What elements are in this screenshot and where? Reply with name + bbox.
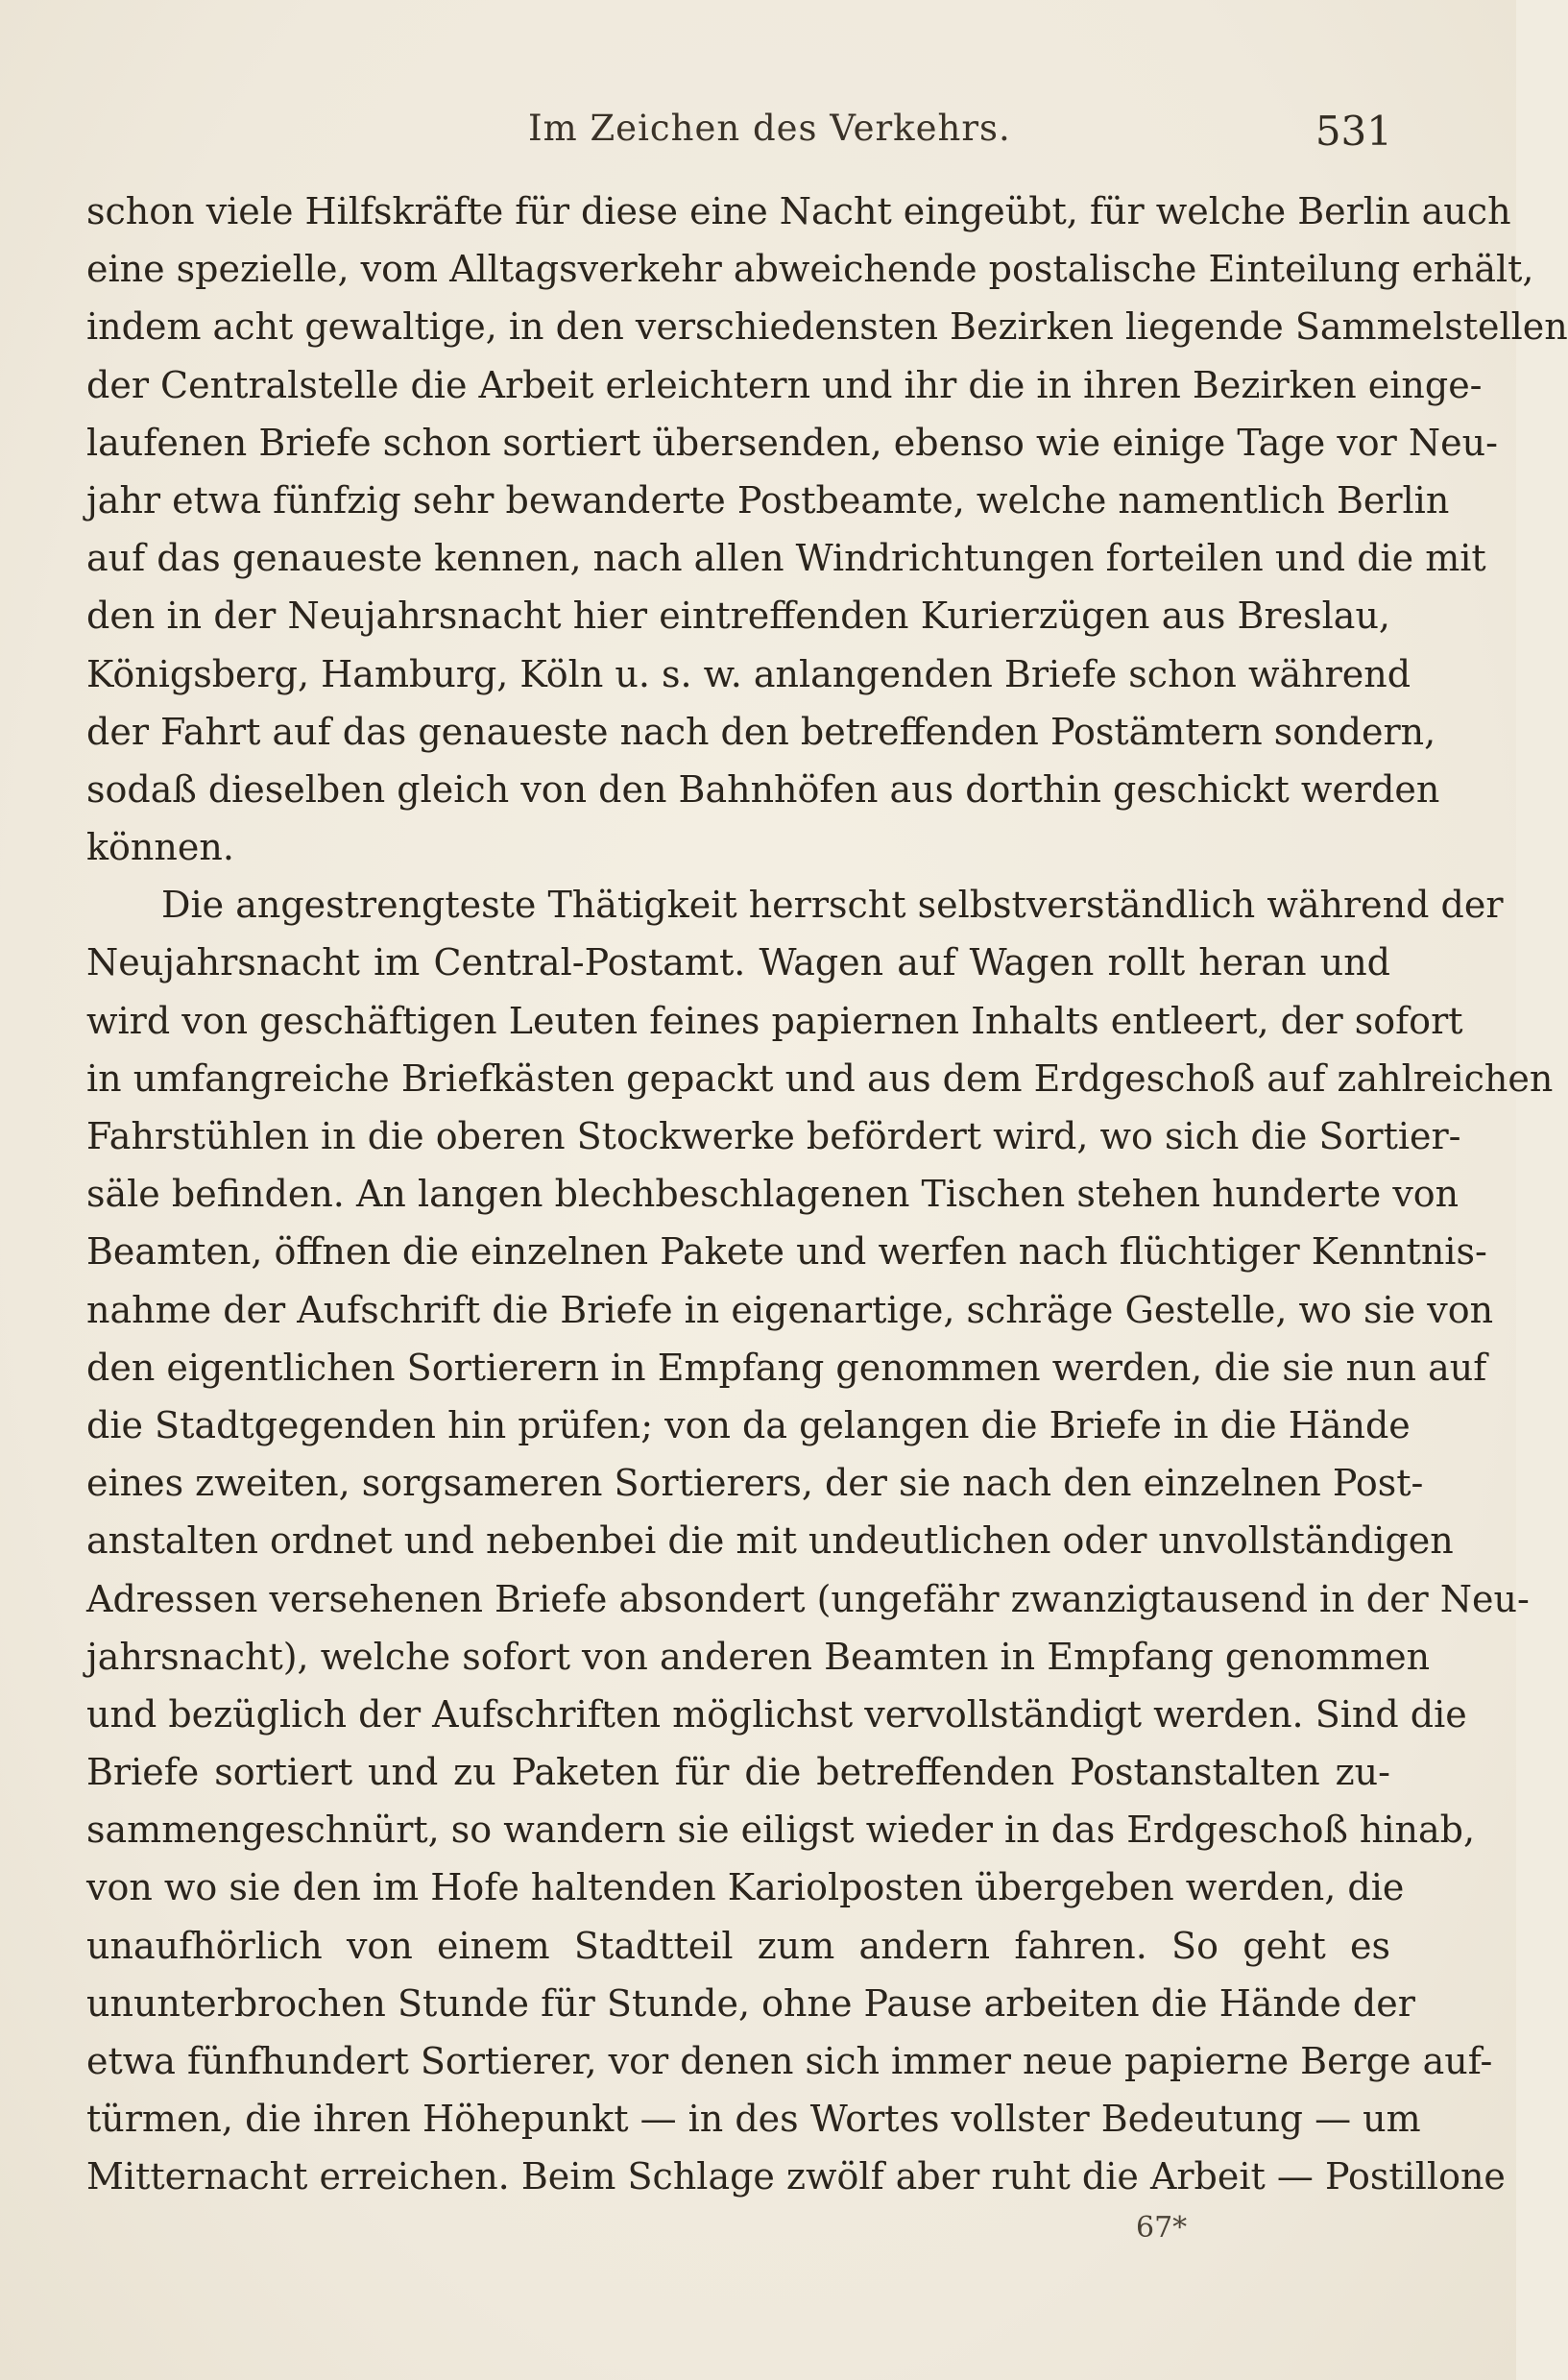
text-line: eine spezielle, vom Alltagsverkehr abweichende postalische Einteilung erhält, <box>86 248 1534 291</box>
text-line: den eigentlichen Sortierern in Empfang genommen werden, die sie nun auf <box>86 1346 1487 1389</box>
text-line: Neujahrsnacht im Central-Postamt. Wagen auf Wagen rollt heran und <box>86 941 1390 984</box>
text-line: Königsberg, Hamburg, Köln u. s. w. anlangenden Briefe schon während <box>86 652 1411 695</box>
body-text <box>86 182 1568 2206</box>
text-line: Fahrstühlen in die oberen Stockwerke befördert wird, wo sich die Sortier- <box>86 1115 1461 1157</box>
text-line: der Fahrt auf das genaueste nach den betreffenden Postämtern sondern, <box>86 710 1436 753</box>
running-title: Im Zeichen des Verkehrs. <box>528 108 1011 149</box>
text-line: schon viele Hilfskräfte für diese eine Nacht eingeübt, für welche Berlin auch <box>86 190 1511 232</box>
text-line: eines zweiten, sorgsameren Sortierers, der sie nach den einzelnen Post- <box>86 1462 1424 1505</box>
text-line: sodaß dieselben gleich von den Bahnhöfen aus dorthin geschickt werden <box>86 767 1440 811</box>
text-line: Beamten, öffnen die einzelnen Pakete und werfen nach flüchtiger Kenntnis- <box>86 1230 1487 1274</box>
text-line: nahme der Aufschrift die Briefe in eigenartige, schräge Gestelle, wo sie von <box>86 1288 1494 1331</box>
text-line: Briefe sortiert und zu Paketen für die betreffenden Postanstalten zu- <box>86 1751 1390 1794</box>
text-line: auf das genaueste kennen, nach allen Windrichtungen forteilen und die mit <box>86 537 1486 580</box>
paragraph-end-line: können. <box>86 826 234 869</box>
text-line: türmen, die ihren Höhepunkt — in des Wortes vollster Bedeutung — um <box>86 2098 1421 2141</box>
text-line: den in der Neujahrsnacht hier eintreffenden Kurierzügen aus Breslau, <box>86 595 1390 638</box>
text-line: und bezüglich der Aufschriften möglichst vervollständigt werden. Sind die <box>86 1692 1467 1736</box>
text-line: wird von geschäftigen Leuten feines papiernen Inhalts entleert, der sofort <box>86 999 1463 1042</box>
text-line: Mitternacht erreichen. Beim Schlage zwölf aber ruht die Arbeit — Postillone <box>86 2155 1506 2198</box>
text-line: jahrsnacht), welche sofort von anderen Beamten in Empfang genommen <box>86 1635 1431 1678</box>
text-line: anstalten ordnet und nebenbei die mit undeutlichen oder unvollständigen <box>86 1519 1454 1563</box>
text-line: säle befinden. An langen blechbeschlagenen Tischen stehen hunderte von <box>86 1173 1459 1216</box>
text-line: laufenen Briefe schon sortiert übersenden, ebenso wie einige Tage vor Neu- <box>86 421 1498 464</box>
text-line: die Stadtgegenden hin prüfen; von da gelangen die Briefe in die Hände <box>86 1403 1411 1446</box>
text-line: sammengeschnürt, so wandern sie eiligst wieder in das Erdgeschoß hinab, <box>86 1809 1476 1852</box>
text-line: in umfangreiche Briefkästen gepackt und aus dem Erdgeschoß auf zahlreichen <box>86 1056 1554 1100</box>
text-line: etwa fünfhundert Sortierer, vor denen sich immer neue papierne Berge auf- <box>86 2040 1493 2082</box>
page-number: 531 <box>1315 108 1392 155</box>
text-line: der Centralstelle die Arbeit erleichtern und ihr die in ihren Bezirken einge- <box>86 363 1483 406</box>
paragraph-start-line: Die angestrengteste Thätigkeit herrscht selbstverständlich während der <box>161 884 1504 927</box>
running-head <box>86 108 1392 165</box>
text-line: ununterbrochen Stunde für Stunde, ohne Pause arbeiten die Hände der <box>86 1981 1415 2025</box>
text-line: jahr etwa fünfzig sehr bewanderte Postbeamte, welche namentlich Berlin <box>86 478 1450 522</box>
text-line: von wo sie den im Hofe haltenden Kariolposten übergeben werden, die <box>86 1866 1405 1909</box>
signature-mark: 67* <box>1136 2211 1188 2245</box>
text-line: unaufhörlich von einem Stadtteil zum andern fahren. So geht es <box>86 1924 1390 1967</box>
text-line: Adressen versehenen Briefe absondert (ungefähr zwanzigtausend in der Neu- <box>86 1577 1530 1620</box>
text-line: indem acht gewaltige, in den verschiedensten Bezirken liegende Sammelstellen <box>86 305 1568 349</box>
